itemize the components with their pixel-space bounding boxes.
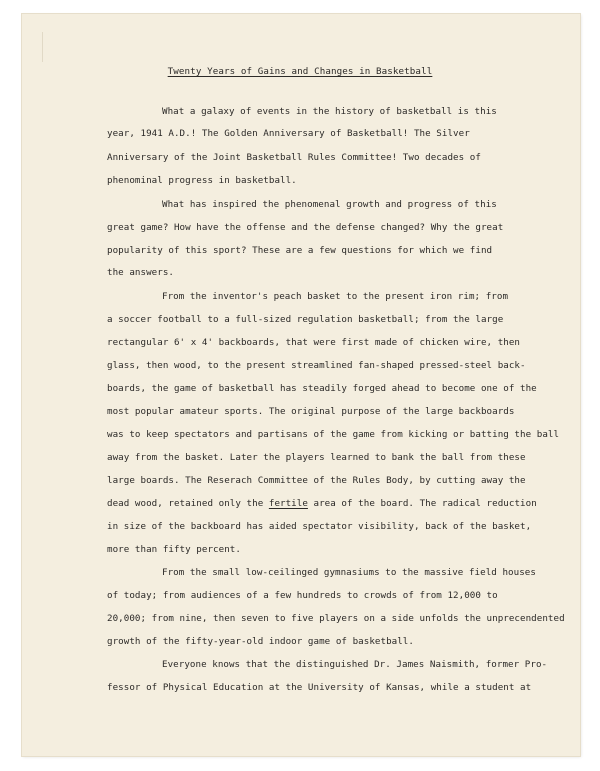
body-line: phenominal progress in basketball. bbox=[107, 175, 297, 186]
paper-crease bbox=[42, 32, 43, 62]
body-line: 20,000; from nine, then seven to five players on a side unfolds the unprecendented bbox=[107, 613, 565, 624]
body-line: large boards. The Reserach Committee of the Rules Body, by cutting away the bbox=[107, 475, 526, 486]
body-line: more than fifty percent. bbox=[107, 544, 241, 555]
body-line: glass, then wood, to the present streamlined fan-shaped pressed-steel back- bbox=[107, 360, 526, 371]
body-line: great game? How have the offense and the defense changed? Why the great bbox=[107, 222, 504, 233]
body-line: the answers. bbox=[107, 267, 174, 278]
body-line: From the inventor's peach basket to the present iron rim; from bbox=[162, 291, 509, 302]
body-line: growth of the fifty-year-old indoor game of basketball. bbox=[107, 636, 414, 647]
body-line: was to keep spectators and partisans of the game from kicking or batting the ball bbox=[107, 429, 560, 440]
body-line: What has inspired the phenomenal growth and progress of this bbox=[162, 199, 497, 210]
document-title: Twenty Years of Gains and Changes in Basketball bbox=[167, 66, 433, 77]
underlined-word: fertile bbox=[268, 498, 308, 509]
body-line: year, 1941 A.D.! The Golden Anniversary of Basketball! The Silver bbox=[107, 128, 470, 139]
body-line: in size of the backboard has aided spectator visibility, back of the basket, bbox=[107, 521, 532, 532]
body-line: From the small low-ceilinged gymnasiums to the massive field houses bbox=[162, 567, 536, 578]
body-line: of today; from audiences of a few hundreds to crowds of from 12,000 to bbox=[107, 590, 498, 601]
body-line: a soccer football to a full-sized regulation basketball; from the large bbox=[107, 314, 504, 325]
body-line: Anniversary of the Joint Basketball Rules Committee! Two decades of bbox=[107, 152, 481, 163]
body-line: fessor of Physical Education at the University of Kansas, while a student at bbox=[107, 682, 532, 693]
body-line: popularity of this sport? These are a few questions for which we find bbox=[107, 245, 493, 256]
body-line-with-underline: dead wood, retained only the fertile area of the board. The radical reduction bbox=[107, 498, 537, 509]
body-line: rectangular 6' x 4' backboards, that were first made of chicken wire, then bbox=[107, 337, 521, 348]
body-line: Everyone knows that the distinguished Dr. James Naismith, former Pro- bbox=[162, 659, 548, 670]
body-line: boards, the game of basketball has steadily forged ahead to become one of the bbox=[107, 383, 537, 394]
body-line: most popular amateur sports. The original purpose of the large backboards bbox=[107, 406, 515, 417]
body-line: What a galaxy of events in the history of basketball is this bbox=[162, 106, 497, 117]
body-line: away from the basket. Later the players learned to bank the ball from these bbox=[107, 452, 526, 463]
